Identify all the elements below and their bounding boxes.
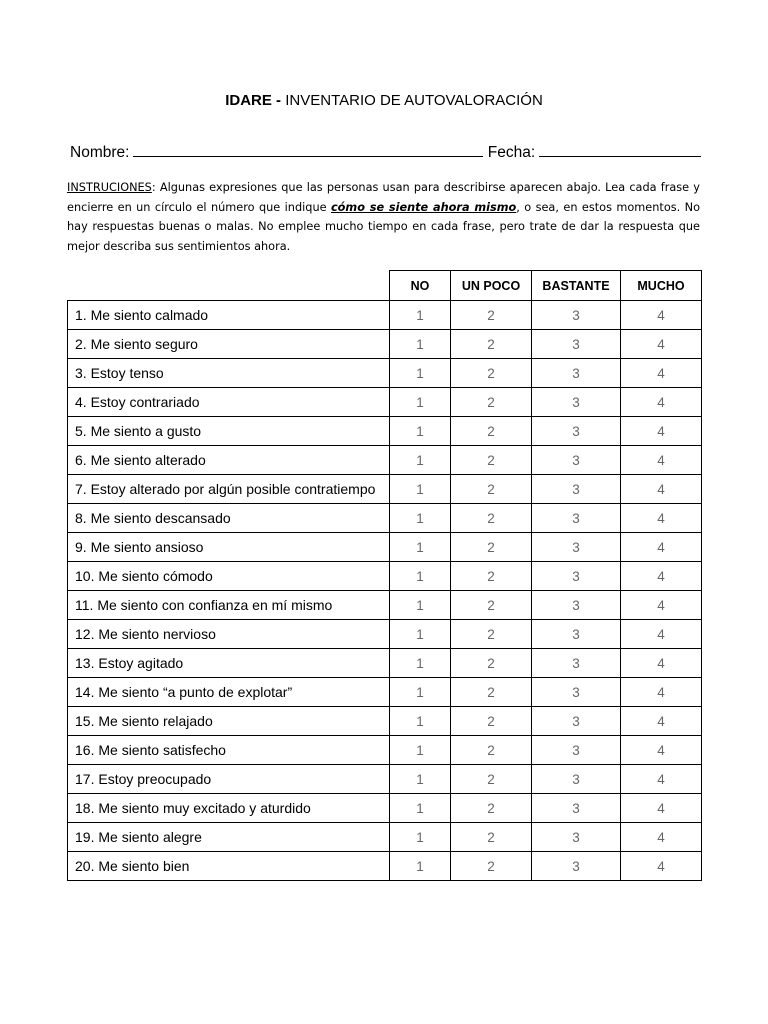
name-field[interactable] xyxy=(133,142,483,157)
option-3-cell[interactable]: 3 xyxy=(532,678,621,707)
option-2-cell[interactable]: 2 xyxy=(451,562,532,591)
option-4-cell[interactable]: 4 xyxy=(621,359,702,388)
table-row xyxy=(68,765,702,794)
option-2-cell[interactable]: 2 xyxy=(451,359,532,388)
item-statement: 7. Estoy alterado por algún posible contratiempo xyxy=(68,475,390,504)
option-4-cell[interactable]: 4 xyxy=(621,649,702,678)
option-4-cell[interactable]: 4 xyxy=(621,475,702,504)
option-3-cell[interactable]: 3 xyxy=(532,707,621,736)
title-name: INVENTARIO DE AUTOVALORACIÓN xyxy=(281,92,543,109)
table-header-row xyxy=(68,271,702,301)
option-1-cell[interactable]: 1 xyxy=(390,562,451,591)
option-4-cell[interactable]: 4 xyxy=(621,417,702,446)
option-4-cell[interactable]: 4 xyxy=(621,562,702,591)
option-3-cell[interactable]: 3 xyxy=(532,591,621,620)
instructions-emphasis: cómo se siente ahora mismo xyxy=(330,200,517,214)
option-1-cell[interactable]: 1 xyxy=(390,388,451,417)
option-4-cell[interactable]: 4 xyxy=(621,852,702,881)
item-statement: 10. Me siento cómodo xyxy=(68,562,390,591)
item-statement: 3. Estoy tenso xyxy=(68,359,390,388)
option-1-cell[interactable]: 1 xyxy=(390,504,451,533)
item-statement: 13. Estoy agitado xyxy=(68,649,390,678)
option-3-cell[interactable]: 3 xyxy=(532,301,621,330)
option-3-cell[interactable]: 3 xyxy=(532,417,621,446)
option-4-cell[interactable]: 4 xyxy=(621,330,702,359)
table-body xyxy=(68,301,702,881)
option-3-cell[interactable]: 3 xyxy=(532,620,621,649)
option-3-cell[interactable]: 3 xyxy=(532,562,621,591)
date-field[interactable] xyxy=(539,142,701,157)
option-2-cell[interactable]: 2 xyxy=(451,388,532,417)
option-2-cell[interactable]: 2 xyxy=(451,620,532,649)
option-4-cell[interactable]: 4 xyxy=(621,794,702,823)
item-statement: 15. Me siento relajado xyxy=(68,707,390,736)
option-2-cell[interactable]: 2 xyxy=(451,678,532,707)
option-3-cell[interactable]: 3 xyxy=(532,533,621,562)
option-4-cell[interactable]: 4 xyxy=(621,388,702,417)
page-title xyxy=(0,91,768,111)
option-2-cell[interactable]: 2 xyxy=(451,649,532,678)
option-1-cell[interactable]: 1 xyxy=(390,446,451,475)
item-statement: 4. Estoy contrariado xyxy=(68,388,390,417)
option-3-cell[interactable]: 3 xyxy=(532,794,621,823)
table-row xyxy=(68,852,702,881)
header-bastante: BASTANTE xyxy=(532,271,621,301)
table-row xyxy=(68,417,702,446)
option-4-cell[interactable]: 4 xyxy=(621,591,702,620)
table-row xyxy=(68,446,702,475)
option-3-cell[interactable]: 3 xyxy=(532,504,621,533)
option-1-cell[interactable]: 1 xyxy=(390,649,451,678)
option-2-cell[interactable]: 2 xyxy=(451,765,532,794)
option-2-cell[interactable]: 2 xyxy=(451,417,532,446)
item-statement: 9. Me siento ansioso xyxy=(68,533,390,562)
table-row xyxy=(68,330,702,359)
table-row xyxy=(68,736,702,765)
header-blank xyxy=(68,271,390,301)
option-2-cell[interactable]: 2 xyxy=(451,301,532,330)
item-statement: 11. Me siento con confianza en mí mismo xyxy=(68,591,390,620)
option-2-cell[interactable]: 2 xyxy=(451,475,532,504)
option-1-cell[interactable]: 1 xyxy=(390,591,451,620)
option-4-cell[interactable]: 4 xyxy=(621,301,702,330)
response-table xyxy=(67,270,702,881)
header-no: NO xyxy=(390,271,451,301)
option-3-cell[interactable]: 3 xyxy=(532,475,621,504)
table-row xyxy=(68,301,702,330)
option-3-cell[interactable]: 3 xyxy=(532,852,621,881)
item-statement: 5. Me siento a gusto xyxy=(68,417,390,446)
name-date-row xyxy=(70,142,710,163)
option-2-cell[interactable]: 2 xyxy=(451,533,532,562)
option-1-cell[interactable]: 1 xyxy=(390,794,451,823)
table-row xyxy=(68,475,702,504)
table-row xyxy=(68,591,702,620)
item-statement: 17. Estoy preocupado xyxy=(68,765,390,794)
option-2-cell[interactable]: 2 xyxy=(451,446,532,475)
item-statement: 20. Me siento bien xyxy=(68,852,390,881)
option-3-cell[interactable]: 3 xyxy=(532,649,621,678)
table-row xyxy=(68,359,702,388)
option-1-cell[interactable]: 1 xyxy=(390,475,451,504)
instructions-label: INSTRUCIONES xyxy=(67,181,152,194)
option-3-cell[interactable]: 3 xyxy=(532,736,621,765)
table-row xyxy=(68,388,702,417)
option-1-cell[interactable]: 1 xyxy=(390,301,451,330)
table-row xyxy=(68,533,702,562)
table-row xyxy=(68,707,702,736)
item-statement: 14. Me siento “a punto de explotar” xyxy=(68,678,390,707)
option-4-cell[interactable]: 4 xyxy=(621,504,702,533)
table-row xyxy=(68,678,702,707)
option-3-cell[interactable]: 3 xyxy=(532,823,621,852)
option-2-cell[interactable]: 2 xyxy=(451,707,532,736)
instructions-colon: : xyxy=(151,181,156,194)
option-1-cell[interactable]: 1 xyxy=(390,330,451,359)
table-row xyxy=(68,504,702,533)
table-row xyxy=(68,823,702,852)
option-2-cell[interactable]: 2 xyxy=(451,852,532,881)
item-statement: 8. Me siento descansado xyxy=(68,504,390,533)
option-2-cell[interactable]: 2 xyxy=(451,736,532,765)
table-row xyxy=(68,620,702,649)
option-4-cell[interactable]: 4 xyxy=(621,678,702,707)
option-1-cell[interactable]: 1 xyxy=(390,852,451,881)
option-2-cell[interactable]: 2 xyxy=(451,823,532,852)
option-2-cell[interactable]: 2 xyxy=(451,330,532,359)
item-statement: 19. Me siento alegre xyxy=(68,823,390,852)
option-3-cell[interactable]: 3 xyxy=(532,330,621,359)
option-4-cell[interactable]: 4 xyxy=(621,446,702,475)
option-2-cell[interactable]: 2 xyxy=(451,504,532,533)
option-4-cell[interactable]: 4 xyxy=(621,620,702,649)
option-1-cell[interactable]: 1 xyxy=(390,359,451,388)
item-statement: 16. Me siento satisfecho xyxy=(68,736,390,765)
item-statement: 2. Me siento seguro xyxy=(68,330,390,359)
name-label: Nombre: xyxy=(70,144,130,161)
option-4-cell[interactable]: 4 xyxy=(621,707,702,736)
table-row xyxy=(68,794,702,823)
option-2-cell[interactable]: 2 xyxy=(451,794,532,823)
title-acronym: IDARE - xyxy=(225,92,282,109)
instructions xyxy=(67,178,700,256)
header-mucho: MUCHO xyxy=(621,271,702,301)
header-un-poco: UN POCO xyxy=(451,271,532,301)
option-1-cell[interactable]: 1 xyxy=(390,533,451,562)
option-1-cell[interactable]: 1 xyxy=(390,736,451,765)
option-1-cell[interactable]: 1 xyxy=(390,707,451,736)
option-3-cell[interactable]: 3 xyxy=(532,359,621,388)
item-statement: 12. Me siento nervioso xyxy=(68,620,390,649)
option-4-cell[interactable]: 4 xyxy=(621,736,702,765)
table-row xyxy=(68,649,702,678)
instructions-text-before: Algunas expresiones que las personas usan para describirse aparecen abajo. Lea cada frase y encierre en un círculo el número que indique xyxy=(67,181,700,214)
instructions-text-after: , o sea, en estos momentos. No hay respuestas buenas o malas. No emplee mucho tiempo en cada frase, pero trate de dar la respuesta que mejor describa sus sentimientos ahora. xyxy=(67,200,700,253)
item-statement: 6. Me siento alterado xyxy=(68,446,390,475)
option-1-cell[interactable]: 1 xyxy=(390,823,451,852)
date-label: Fecha: xyxy=(487,144,536,161)
item-statement: 1. Me siento calmado xyxy=(68,301,390,330)
item-statement: 18. Me siento muy excitado y aturdido xyxy=(68,794,390,823)
option-1-cell[interactable]: 1 xyxy=(390,417,451,446)
option-4-cell[interactable]: 4 xyxy=(621,765,702,794)
option-2-cell[interactable]: 2 xyxy=(451,591,532,620)
table-row xyxy=(68,562,702,591)
option-1-cell[interactable]: 1 xyxy=(390,678,451,707)
option-3-cell[interactable]: 3 xyxy=(532,388,621,417)
option-4-cell[interactable]: 4 xyxy=(621,823,702,852)
option-1-cell[interactable]: 1 xyxy=(390,765,451,794)
option-3-cell[interactable]: 3 xyxy=(532,765,621,794)
option-3-cell[interactable]: 3 xyxy=(532,446,621,475)
option-4-cell[interactable]: 4 xyxy=(621,533,702,562)
option-1-cell[interactable]: 1 xyxy=(390,620,451,649)
